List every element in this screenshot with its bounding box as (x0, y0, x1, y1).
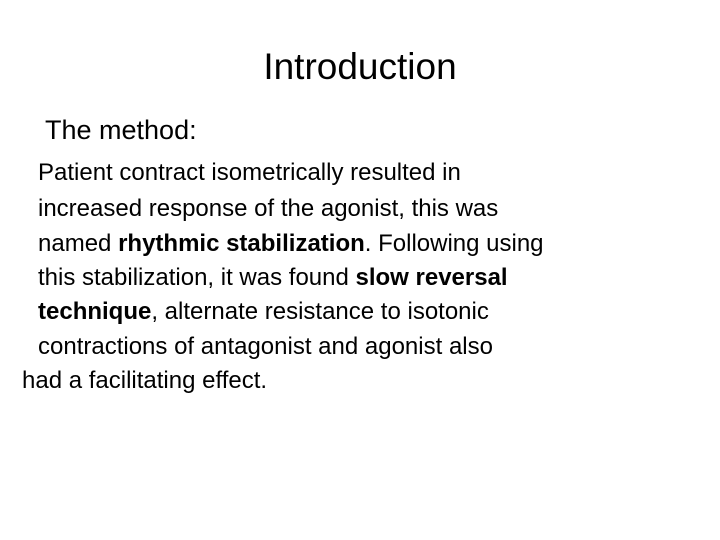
body-line-4-text: this stabilization, it was found (38, 264, 356, 291)
slide-subtitle: The method: (45, 115, 197, 145)
term-slow-reversal: slow reversal (355, 264, 508, 291)
slide-title: Introduction (263, 46, 457, 87)
body-line-5 (38, 297, 489, 327)
body-line-3-text: named (38, 230, 119, 257)
body-line-4 (38, 263, 508, 293)
term-rhythmic-stabilization: rhythmic stabilization (118, 230, 365, 257)
term-technique: technique (38, 298, 152, 325)
body-line-1: Patient contract isometrically resulted in (38, 159, 461, 186)
body-line-5-tail: , alternate resistance to isotonic (151, 298, 489, 325)
body-line-7: had a facilitating effect. (22, 367, 268, 394)
body-line-3 (38, 229, 544, 259)
body-line-3-tail: . Following using (364, 230, 544, 257)
body-line-2: increased response of the agonist, this was (38, 195, 499, 222)
body-line-6: contractions of antagonist and agonist also (38, 333, 493, 360)
